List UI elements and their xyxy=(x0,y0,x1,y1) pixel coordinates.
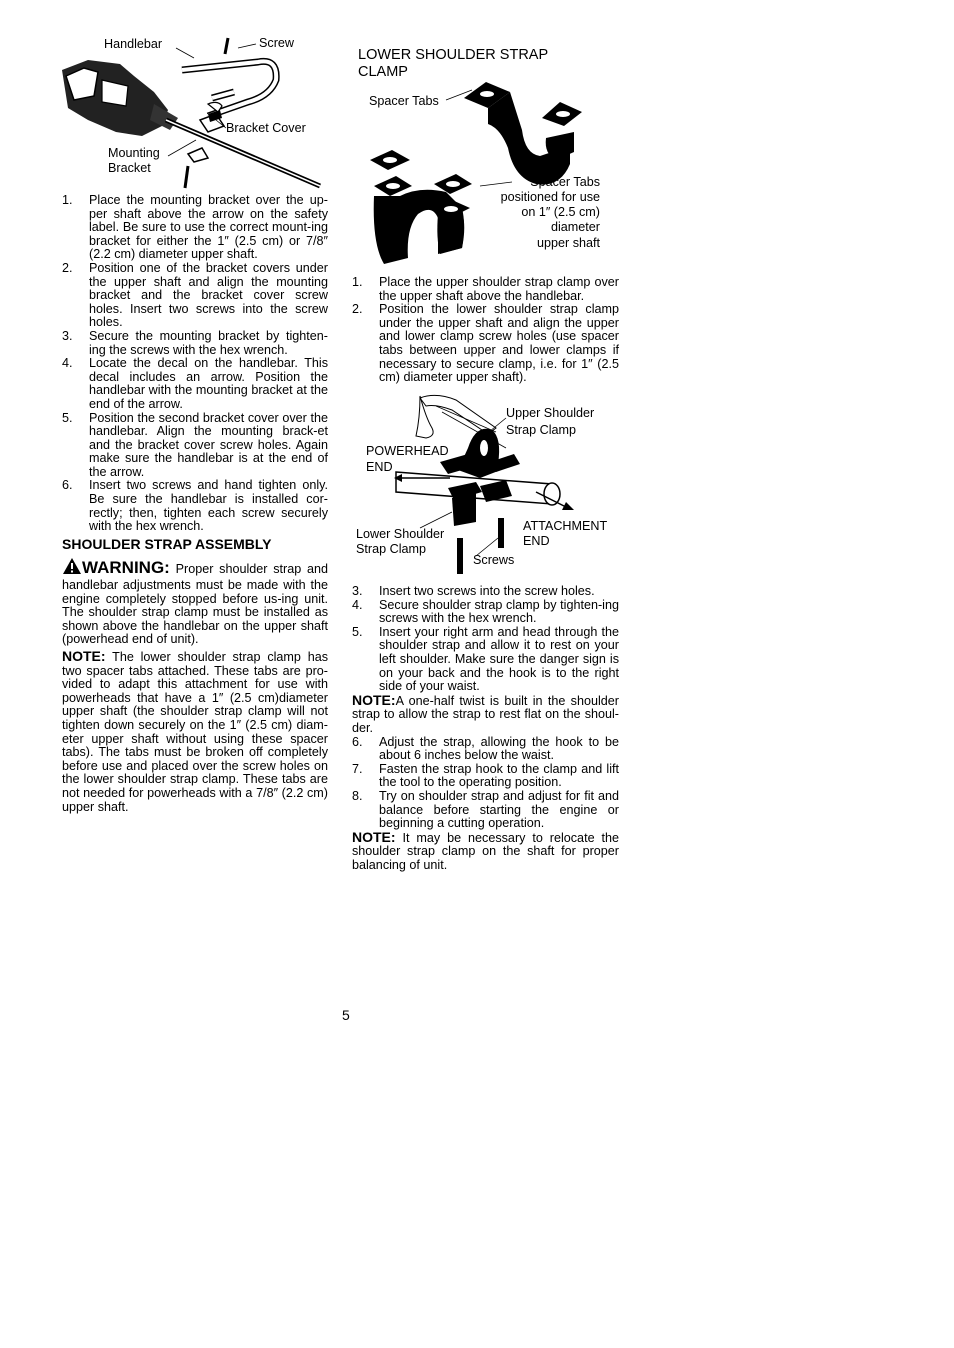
note-half-twist-paragraph xyxy=(352,691,619,736)
label-screws: Screws xyxy=(473,553,515,567)
label-handlebar: Handlebar xyxy=(104,37,163,51)
step-number: 4. xyxy=(352,597,363,612)
label-powerhead-end-line1: POWERHEAD xyxy=(366,444,449,458)
step-number: 3. xyxy=(352,584,363,598)
note-label: NOTE: xyxy=(62,648,106,664)
warning-label: WARNING: xyxy=(82,558,170,578)
step-item xyxy=(352,736,619,763)
label-upper-clamp-line2: Strap Clamp xyxy=(506,423,576,437)
label-spacer-tabs: Spacer Tabs xyxy=(369,94,439,108)
step-number: 6. xyxy=(352,734,363,749)
label-positioned-line4: diameter xyxy=(551,220,600,234)
step-item xyxy=(352,599,619,626)
warning-icon xyxy=(62,557,82,579)
label-positioned-line3: on 1″ (2.5 cm) xyxy=(521,205,600,219)
label-positioned-line2: positioned for use xyxy=(500,190,600,204)
step-text: Place the upper shoulder strap clamp over the upper shaft above the handlebar. xyxy=(379,275,619,303)
label-positioned-line5: upper shaft xyxy=(536,236,600,250)
right-column-top xyxy=(352,276,619,385)
step-number: 2. xyxy=(352,302,363,317)
step-number: 8. xyxy=(352,788,363,803)
step-item xyxy=(62,194,328,262)
right-column-bottom xyxy=(352,585,619,872)
step-text: Adjust the strap, allowing the hook to be about 6 inches below the waist. xyxy=(379,734,619,763)
step-text: Insert two screws and hand tighten only. Be sure the handlebar is installed cor-rectly; then, tighten each screw securely with the hex wrench. xyxy=(89,478,328,534)
step-number: 4. xyxy=(62,356,73,371)
clamp-steps-list-a xyxy=(352,276,619,385)
step-text: Fasten the strap hook to the clamp and lift the tool to the operating position. xyxy=(379,761,619,790)
note-label: NOTE: xyxy=(352,691,396,708)
note-spacer-tabs-paragraph xyxy=(62,650,328,814)
step-number: 3. xyxy=(62,328,73,343)
step-text: Try on shoulder strap and adjust for fit and balance before starting the engine or beginning a cutting operation. xyxy=(379,788,619,831)
step-number: 1. xyxy=(62,193,73,207)
step-item xyxy=(62,330,328,357)
section-title-line2: CLAMP xyxy=(358,64,408,80)
step-item xyxy=(62,412,328,480)
step-number: 2. xyxy=(62,260,73,275)
label-upper-clamp-line1: Upper Shoulder xyxy=(506,406,595,420)
step-text: Secure shoulder strap clamp by tighten-ing screws with the hex wrench. xyxy=(379,597,619,626)
label-attachment-end-line1: ATTACHMENT xyxy=(523,519,608,533)
note-label: NOTE: xyxy=(352,828,396,845)
label-positioned-line1: Spacer Tabs xyxy=(530,175,600,189)
label-mounting-bracket-line1: Mounting xyxy=(108,146,160,160)
handlebar-mounting-illustration xyxy=(58,36,328,194)
step-text: Insert two screws into the screw holes. xyxy=(379,584,595,598)
label-lower-clamp-line2: Strap Clamp xyxy=(356,542,426,556)
note-text: It may be necessary to relocate the shoulder strap clamp on the shaft for proper balancing of unit. xyxy=(352,830,619,872)
note-relocate-paragraph xyxy=(352,828,619,873)
step-item xyxy=(352,763,619,790)
step-item xyxy=(352,276,619,303)
clamp-steps-list-b xyxy=(352,585,619,694)
step-text: Position the second bracket cover over the handlebar. Align the mounting brack-et and the bracket cover screw holes. Again make sure the handlebar is at the end of the arrow. xyxy=(89,410,328,479)
warning-paragraph xyxy=(62,557,328,647)
step-text: Secure the mounting bracket by tighten-ing the screws with the hex wrench. xyxy=(89,328,328,357)
clamp-steps-list-c xyxy=(352,736,619,831)
step-text: Locate the decal on the handlebar. This decal includes an arrow. Position the handlebar with the mounting bracket at the end of the arrow. xyxy=(89,356,328,411)
step-text: Place the mounting bracket over the up-per shaft above the arrow on the safety label. Be sure to use the correct mount-ing bracket for either the 1″ (2.5 cm) or 7/8″ (2.2 cm) diameter upper shaft. xyxy=(89,193,328,262)
page-number: 5 xyxy=(342,1007,350,1023)
step-number: 5. xyxy=(62,410,73,425)
label-powerhead-end-line2: END xyxy=(366,460,393,474)
step-number: 5. xyxy=(352,624,363,639)
step-text: Insert your right arm and head through the shoulder strap and allow it to rest on your left shoulder. Make sure the danger sign is on your back and the hook is to the right side of your waist. xyxy=(379,624,619,694)
note-text: The lower shoulder strap clamp has two spacer tabs attached. These tabs are pro-vided to adapt this attachment for use with powerheads that have a 1″ (2.5 cm)diameter upper shaft (the shoulder strap clamp will not tighten down securely on the 1″ (2.5 cm) diam-eter upper shaft without using these spacer tabs). The tabs must be broken off completely before use and placed over the screw holes on the lower shoulder strap clamp. These tabs are not needed for powerheads with a 7/8″ (2.2 cm) upper shaft. xyxy=(62,650,329,814)
label-mounting-bracket-line2: Bracket xyxy=(108,161,151,175)
left-column xyxy=(62,194,328,814)
step-item xyxy=(352,626,619,694)
label-lower-clamp-line1: Lower Shoulder xyxy=(356,527,445,541)
step-item xyxy=(62,357,328,411)
step-item xyxy=(62,479,328,533)
label-screw: Screw xyxy=(259,36,294,50)
label-attachment-end-line2: END xyxy=(523,534,550,548)
step-number: 1. xyxy=(352,275,363,289)
section-title-line1: LOWER SHOULDER STRAP xyxy=(358,47,549,63)
step-item xyxy=(62,262,328,330)
step-item xyxy=(352,303,619,385)
step-item xyxy=(352,790,619,831)
step-number: 7. xyxy=(352,761,363,776)
note-text: A one-half twist is built in the shoulder strap to allow the strap to rest flat on the shoul-der. xyxy=(352,693,619,735)
shoulder-strap-heading: SHOULDER STRAP ASSEMBLY xyxy=(62,535,272,552)
handlebar-steps-list xyxy=(62,194,328,534)
warning-text: Proper shoulder strap and handlebar adjustments must be made with the engine completely stopped before us-ing unit. The shoulder strap clamp must be installed as shown above the handlebar on the upper shaft (powerhead end of unit). xyxy=(62,562,328,647)
step-text: Position one of the bracket covers under the upper shaft and align the mounting bracket and the bracket cover screw holes. Insert two screws into the screw holes. xyxy=(89,260,328,330)
label-bracket-cover: Bracket Cover xyxy=(226,121,306,135)
step-item xyxy=(352,585,619,599)
step-text: Position the lower shoulder strap clamp under the upper shaft and align the upper and lower clamp screw holes (use spacer tabs between upper and lower clamps if necessary to secure clamp, i.e. for 1″ (2.5 cm) diameter upper shaft). xyxy=(379,302,619,385)
step-number: 6. xyxy=(62,478,73,493)
